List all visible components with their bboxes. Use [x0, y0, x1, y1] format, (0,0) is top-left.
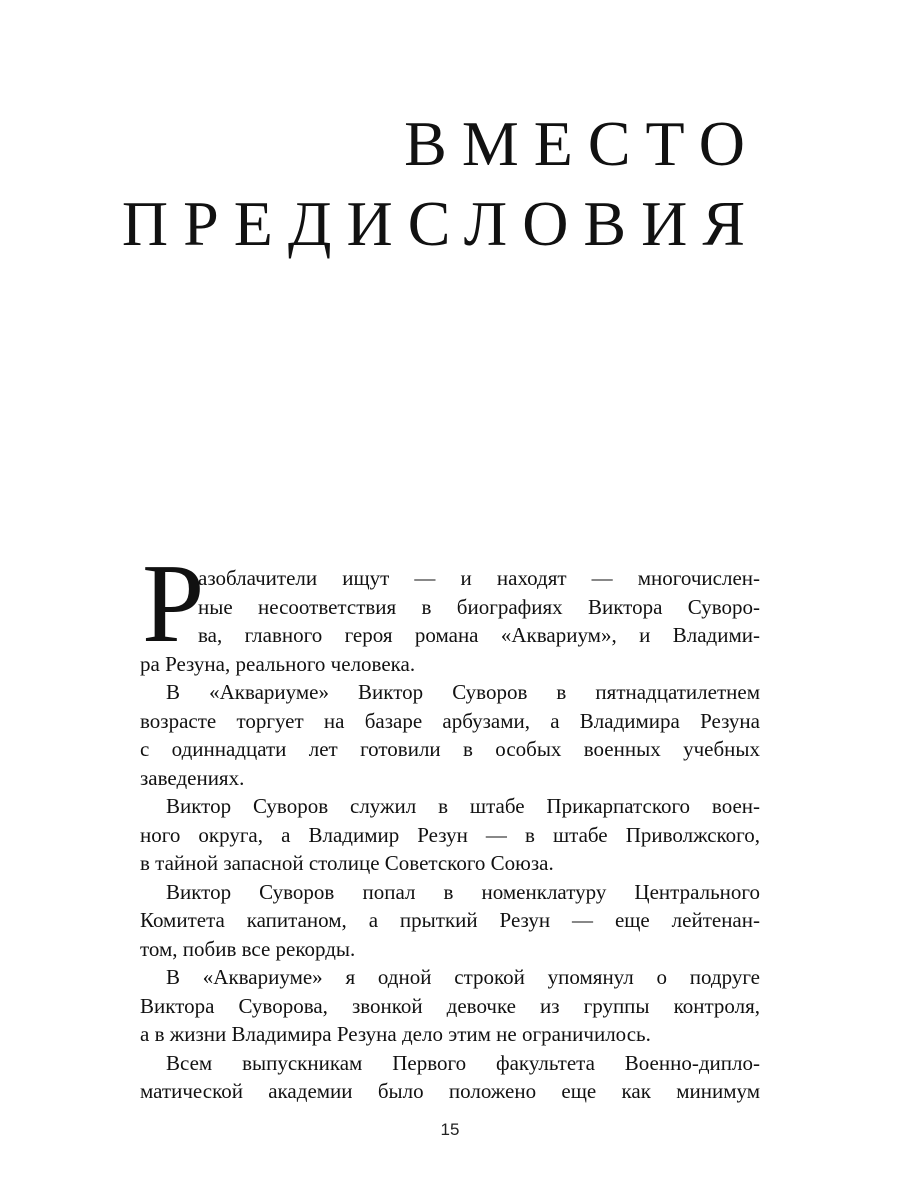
- text-line: в тайной запасной столице Советского Союза.: [140, 851, 554, 875]
- text-line: Виктора Суворова, звонкой девочке из группы контроля,: [140, 993, 760, 1018]
- text-line: Комитета капитаном, а прыткий Резун — еще лейтенан-: [140, 908, 760, 932]
- chapter-title-line-1: ВМЕСТО: [404, 108, 760, 179]
- text-line: ного округа, а Владимир Резун — в штабе Приволжского,: [140, 822, 760, 847]
- text-line: Виктор Суворов служил в штабе Прикарпатского воен-: [166, 794, 760, 818]
- text-line: матической академии было положено еще как минимум: [140, 1079, 760, 1103]
- text-line: а в жизни Владимира Резуна дело этим не ограничилось.: [140, 1022, 651, 1046]
- text-line: возрасте торгует на базаре арбузами, а Владимира Резуна: [140, 708, 760, 733]
- text-line: ва, главного героя романа «Аквариум», и Владими-: [198, 623, 760, 647]
- text-line: том, побив все рекорды.: [140, 936, 356, 961]
- text-line: с одиннадцати лет готовили в особых военных учебных: [140, 737, 760, 761]
- text-line: В «Аквариуме» Виктор Суворов в пятнадцатилетнем: [166, 680, 760, 704]
- text-line: заведениях.: [140, 765, 245, 790]
- text-line: ные несоответствия в биографиях Виктора Суворо-: [198, 594, 760, 619]
- text-line: Виктор Суворов попал в номенклатуру Центрального: [166, 879, 760, 904]
- text-line: Всем выпускникам Первого факультета Военно-дипло-: [166, 1050, 760, 1075]
- drop-cap-letter: Р: [142, 542, 205, 666]
- chapter-title-line-2: ПРЕДИСЛОВИЯ: [121, 188, 760, 259]
- chapter-body: [140, 564, 760, 1106]
- text-line: В «Аквариуме» я одной строкой упомянул о подруге: [166, 965, 760, 989]
- text-line: ра Резуна, реального человека.: [140, 651, 416, 676]
- text-line: азоблачители ищут — и находят — многочислен-: [198, 566, 760, 590]
- page-number: 15: [440, 1120, 460, 1139]
- chapter-title: [122, 104, 760, 264]
